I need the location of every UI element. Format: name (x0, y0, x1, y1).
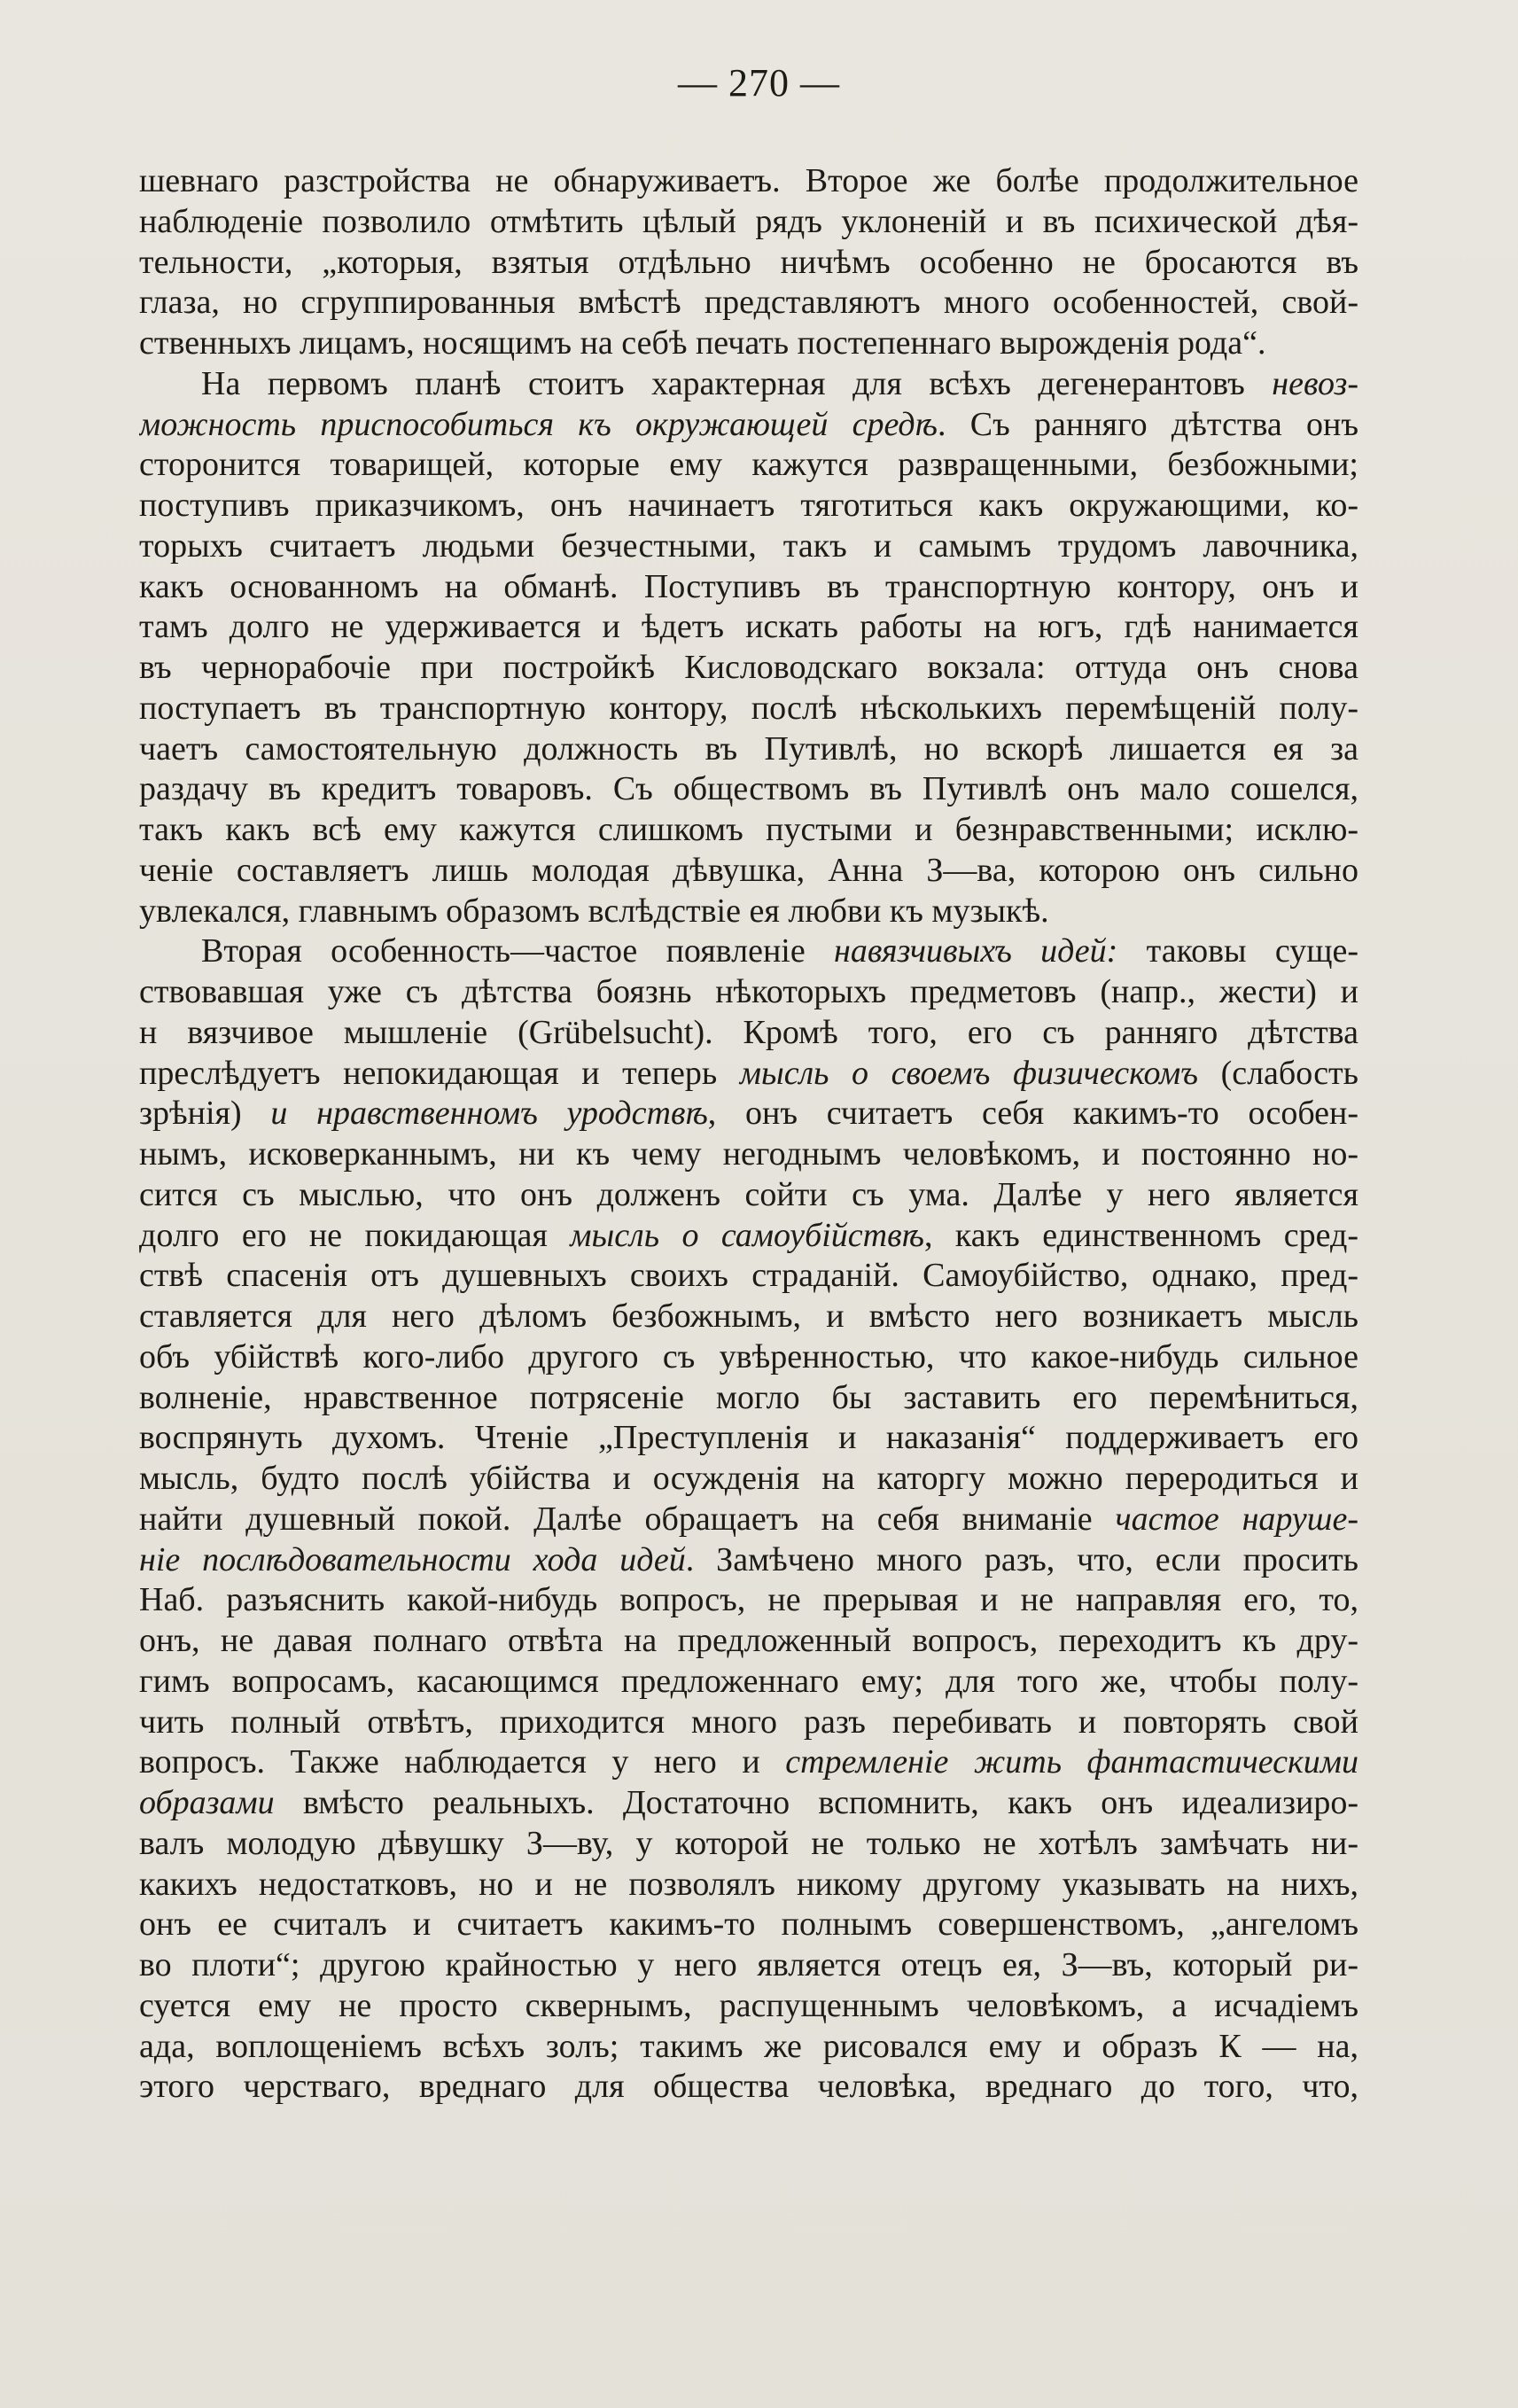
text-line (139, 202, 1358, 243)
text-segment: (слабость (1197, 1054, 1358, 1092)
text-line (139, 1905, 1358, 1945)
text-line (139, 1054, 1358, 1095)
text-line (139, 405, 1358, 446)
text-line (139, 567, 1358, 608)
text-line (139, 769, 1358, 810)
text-line (139, 364, 1358, 405)
text-segment: раздачу въ кредитъ товаровъ. Съ обществомъ въ Путивлѣ онъ мало сошелся, (139, 770, 1358, 808)
text-segment: ствовавшая уже съ дѣтства боязнь нѣкоторыхъ предметовъ (напр., жести) и (139, 973, 1358, 1010)
text-line (139, 1175, 1358, 1216)
text-line (139, 1500, 1358, 1540)
italic-text: частое наруше- (1115, 1500, 1358, 1538)
text-line (139, 1621, 1358, 1662)
text-line (139, 1216, 1358, 1257)
italic-text: навязчивыхъ идей: (834, 932, 1118, 970)
text-line (139, 1134, 1358, 1175)
text-segment: сторонится товарищей, которые ему кажутся развращенными, безбожными; (139, 446, 1358, 484)
text-segment: Вторая особенность—частое появленіе (201, 932, 834, 970)
text-segment: какъ основанномъ на обманѣ. Поступивъ въ транспортную контору, онъ и (139, 567, 1358, 605)
text-line (139, 1297, 1358, 1337)
text-segment: какихъ недостатковъ, но и не позволялъ никому другому указывать на нихъ, (139, 1865, 1358, 1903)
text-line (139, 972, 1358, 1013)
text-segment: тамъ долго не удерживается и ѣдетъ искать работы на югъ, гдѣ нанимается (139, 608, 1358, 646)
text-line (139, 1013, 1358, 1054)
text-segment: , онъ считаетъ себя какимъ-то особен- (707, 1095, 1358, 1133)
text-segment: гимъ вопросамъ, касающимся предложеннаго ему; для того же, чтобы полу- (139, 1662, 1358, 1700)
text-segment: . Съ ранняго дѣтства онъ (938, 405, 1358, 443)
text-line (139, 1945, 1358, 1986)
text-line (139, 729, 1358, 770)
italic-text: мысль о своемъ физическомъ (739, 1054, 1198, 1092)
text-segment: такъ какъ всѣ ему кажутся слишкомъ пустыми и безнравственными; исклю- (139, 811, 1358, 848)
text-segment: чить полный отвѣтъ, приходится много разъ перебивать и повторять свой (139, 1703, 1358, 1741)
text-line (139, 1418, 1358, 1459)
text-segment: вопросъ. Также наблюдается у него и (139, 1743, 786, 1781)
text-line (139, 1540, 1358, 1581)
text-line (139, 851, 1358, 892)
text-line (139, 1337, 1358, 1378)
text-segment: вмѣсто реальныхъ. Достаточно вспомнить, какъ онъ идеализиро- (274, 1784, 1358, 1821)
text-line (139, 1742, 1358, 1783)
text-line (139, 243, 1358, 284)
text-line (139, 323, 1358, 364)
text-segment: поступаетъ въ транспортную контору, послѣ нѣсколькихъ перемѣщеній полу- (139, 689, 1358, 727)
text-line (139, 486, 1358, 526)
text-line (139, 283, 1358, 323)
text-segment: найти душевный покой. Далѣе обращаетъ на себя вниманіе (139, 1500, 1116, 1538)
text-line (139, 1783, 1358, 1824)
text-line (139, 1580, 1358, 1621)
text-line (139, 1378, 1358, 1419)
italic-text: стремленіе жить фантастическими (785, 1743, 1358, 1781)
text-segment: ственныхъ лицамъ, носящимъ на себѣ печать постепеннаго вырожденія рода“. (139, 324, 1266, 362)
text-segment: онъ, не давая полнаго отвѣта на предложенный вопросъ, переходитъ къ дру- (139, 1622, 1358, 1659)
text-segment: чаетъ самостоятельную должность въ Путивлѣ, но вскорѣ лишается ея за (139, 729, 1358, 768)
italic-text: мысль о самоубійствѣ (570, 1216, 924, 1254)
text-segment: въ чернорабочіе при постройкѣ Кисловодскаго вокзала: оттуда онъ снова (139, 649, 1358, 686)
text-line (139, 1824, 1358, 1865)
text-line (139, 445, 1358, 486)
italic-text: невоз- (1272, 364, 1358, 402)
text-segment: наблюденіе позволило отмѣтить цѣлый рядъ уклоненій и въ психической дѣя- (139, 202, 1358, 240)
text-segment: тельности, „которыя, взятыя отдѣльно ничѣмъ особенно не бросаются въ (139, 243, 1358, 281)
italic-text: образами (139, 1784, 275, 1821)
text-segment: поступивъ приказчикомъ, онъ начинаетъ тяготиться какъ окружающими, ко- (139, 487, 1358, 524)
text-line (139, 161, 1358, 202)
body-text (139, 161, 1358, 2108)
text-segment: этого черстваго, вреднаго для общества человѣка, вреднаго до того, что, (139, 2068, 1358, 2106)
text-segment: шевнаго разстройства не обнаруживаетъ. Второе же болѣе продолжительное (139, 162, 1358, 199)
text-segment: преслѣдуетъ непокидающая и теперь (139, 1054, 740, 1092)
text-line (139, 810, 1358, 851)
text-line (139, 1986, 1358, 2027)
text-line (139, 607, 1358, 648)
italic-text: можность приспособиться къ окружающей средѣ (139, 405, 938, 443)
text-line (139, 526, 1358, 567)
text-segment: зрѣнія) (139, 1095, 271, 1133)
page-number: — 270 — (678, 61, 840, 105)
text-segment: На первомъ планѣ стоитъ характерная для всѣхъ дегенерантовъ (201, 364, 1273, 402)
text-segment: ада, воплощеніемъ всѣхъ золъ; такимъ же рисовался ему и образъ К — на, (139, 2027, 1358, 2065)
text-segment: долго его не покидающая (139, 1216, 571, 1254)
text-segment: глаза, но сгруппированныя вмѣстѣ представляютъ много особенностей, свой- (139, 284, 1358, 322)
text-segment: сится съ мыслью, что онъ долженъ сойти съ ума. Далѣе у него является (139, 1175, 1358, 1213)
text-segment: ствѣ спасенія отъ душевныхъ своихъ страданій. Самоубійство, однако, пред- (139, 1257, 1358, 1295)
text-segment: . Замѣчено много разъ, что, если просить (685, 1540, 1358, 1578)
text-line (139, 2067, 1358, 2108)
text-segment: Наб. разъяснить какой-нибудь вопросъ, не прерывая и не направляя его, то, (139, 1581, 1358, 1619)
text-segment: объ убійствѣ кого-либо другого съ увѣренностью, что какое-нибудь сильное (139, 1337, 1358, 1375)
text-line (139, 1865, 1358, 1905)
text-segment: , какъ единственномъ сред- (923, 1216, 1358, 1254)
text-segment: нымъ, исковерканнымъ, ни къ чему негоднымъ человѣкомъ, и постоянно но- (139, 1135, 1358, 1173)
text-segment: увлекался, главнымъ образомъ вслѣдствіе ея любви къ музыкѣ. (139, 892, 1049, 930)
text-segment: валъ молодую дѣвушку З—ву, у которой не только не хотѣлъ замѣчать ни- (139, 1824, 1358, 1862)
text-segment: торыхъ считаетъ людьми безчестными, такъ и самымъ трудомъ лавочника, (139, 526, 1358, 565)
text-segment: н вязчивое мышленіе (Grübelsucht). Кромѣ того, его съ ранняго дѣтства (139, 1013, 1358, 1051)
text-segment: ставляется для него дѣломъ безбожнымъ, и вмѣсто него возникаетъ мысль (139, 1298, 1358, 1335)
italic-text: и нравственномъ уродствѣ (270, 1095, 708, 1133)
text-line (139, 2027, 1358, 2068)
text-line (139, 1094, 1358, 1134)
text-segment: таковы суще- (1117, 932, 1358, 970)
text-line (139, 1256, 1358, 1297)
text-line (139, 689, 1358, 729)
text-segment: онъ ее считалъ и считаетъ какимъ-то полнымъ совершенствомъ, „ангеломъ (139, 1905, 1358, 1944)
text-line (139, 1459, 1358, 1500)
text-segment: волненіе, нравственное потрясеніе могло бы заставить его перемѣниться, (139, 1378, 1358, 1416)
text-line (139, 1703, 1358, 1743)
text-line (139, 1662, 1358, 1703)
text-line (139, 892, 1358, 932)
italic-text: ніе послѣдовательности хода идей (139, 1540, 686, 1578)
text-segment: во плоти“; другою крайностью у него является отецъ ея, З—въ, который ри- (139, 1946, 1358, 1983)
text-segment: суется ему не просто сквернымъ, распущеннымъ человѣкомъ, а исчадіемъ (139, 1986, 1358, 2024)
text-segment: ченіе составляетъ лишь молодая дѣвушка, Анна З—ва, которою онъ сильно (139, 851, 1358, 889)
text-line (139, 931, 1358, 972)
text-segment: воспрянуть духомъ. Чтеніе „Преступленія и наказанія“ поддерживаетъ его (139, 1419, 1358, 1457)
text-line (139, 648, 1358, 689)
text-segment: мысль, будто послѣ убійства и осужденія на каторгу можно переродиться и (139, 1460, 1358, 1497)
